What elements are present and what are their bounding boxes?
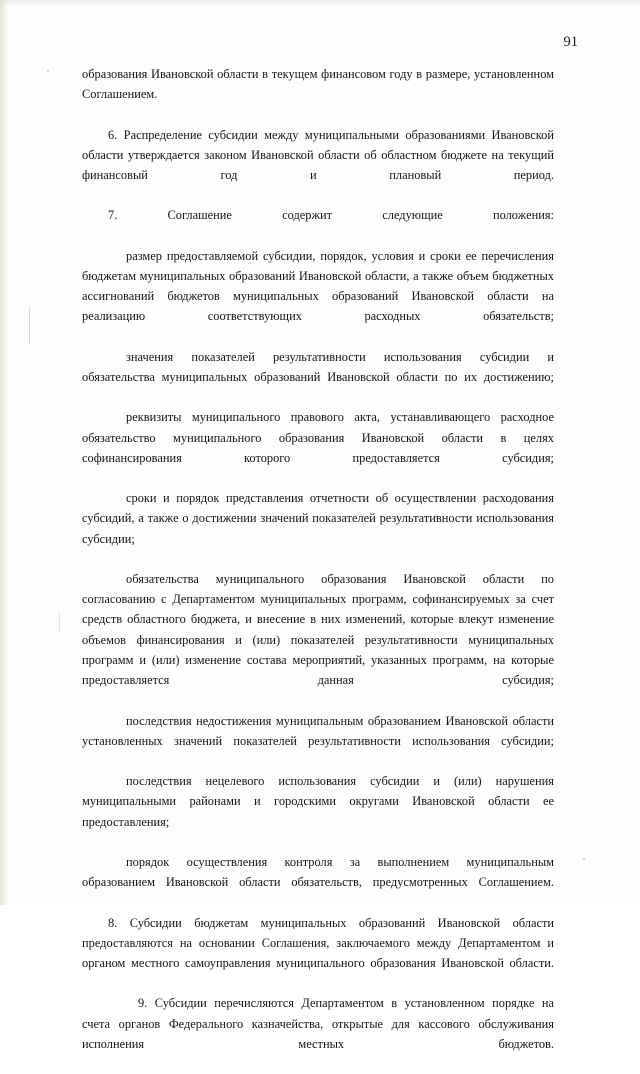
paragraph: реквизиты муниципального правового акта, устанавливающего расходное обязательство муниципального образования Ивановской области в целях софинансирования которого предоставляется субсидия; [82,410,554,465]
scan-artifact-dot-left [47,70,49,72]
paragraph: 8. Субсидии бюджетам муниципальных образований Ивановской области предоставляются на основании Соглашения, заключаемого между Департаментом и органом местного самоуправления муниципального образования Ивановской области. [82,915,554,970]
paragraph: размер предоставляемой субсидии, порядок, условия и сроки ее перечисления бюджетам муниципальных образований Ивановской области, а также объем бюджетных ассигнований бюджетов муниципальных образований Ивановской области на реализацию соответствующих расходных обязательств; [82,248,554,324]
document-body [82,64,554,1074]
scan-artifact-line-left-lower [59,612,60,632]
paragraph: обязательства муниципального образования Ивановской области по согласованию с Департаментом муниципальных программ, софинансируемых за счет средств областного бюджета, и внесение в них изменений, которые влекут изменение объемов финансирования и (или) показателей результативности муниципальных программ и (или) изменение состава мероприятий, указанных программ, на которые предоставляется данная субсидия; [82,572,554,688]
scan-artifact-dot-right [583,858,585,860]
paragraph: 6. Распределение субсидии между муниципальными образованиями Ивановской области утверждается законом Ивановской области об областном бюджете на текущий финансовый год и плановый период. [82,127,554,183]
paragraph: 7. Соглашение содержит следующие положения: [108,208,554,223]
page-edge-shadow-left [0,0,8,905]
scan-artifact-line-left [29,307,30,345]
paragraph: последствия недостижения муниципальным образованием Ивановской области установленных значений показателей результативности использования субсидии; [82,713,554,748]
paragraph: порядок осуществления контроля за выполнением муниципальным образованием Ивановской области обязательств, предусмотренных Соглашением. [82,854,554,890]
page-number: 91 [563,34,578,50]
paragraph: образования Ивановской области в текущем финансовом году в размере, установленном Соглашением. [82,67,554,102]
paragraph: 9. Субсидии перечисляются Департаментом в установленном порядке на счета органов Федерального казначейства, открытые для кассового обслуживания исполнения местных бюджетов. [82,996,554,1051]
paragraph: значения показателей результативности использования субсидии и обязательства муниципальных образований Ивановской области по их достижению; [82,349,554,385]
paragraph: последствия нецелевого использования субсидии и (или) нарушения муниципальными районами и городскими округами Ивановской области ее предоставления; [82,774,554,829]
paragraph: сроки и порядок представления отчетности об осуществлении расходования субсидий, а также о достижении значений показателей результативности использования субсидии; [82,491,554,546]
page-edge-shadow-top [0,0,640,6]
